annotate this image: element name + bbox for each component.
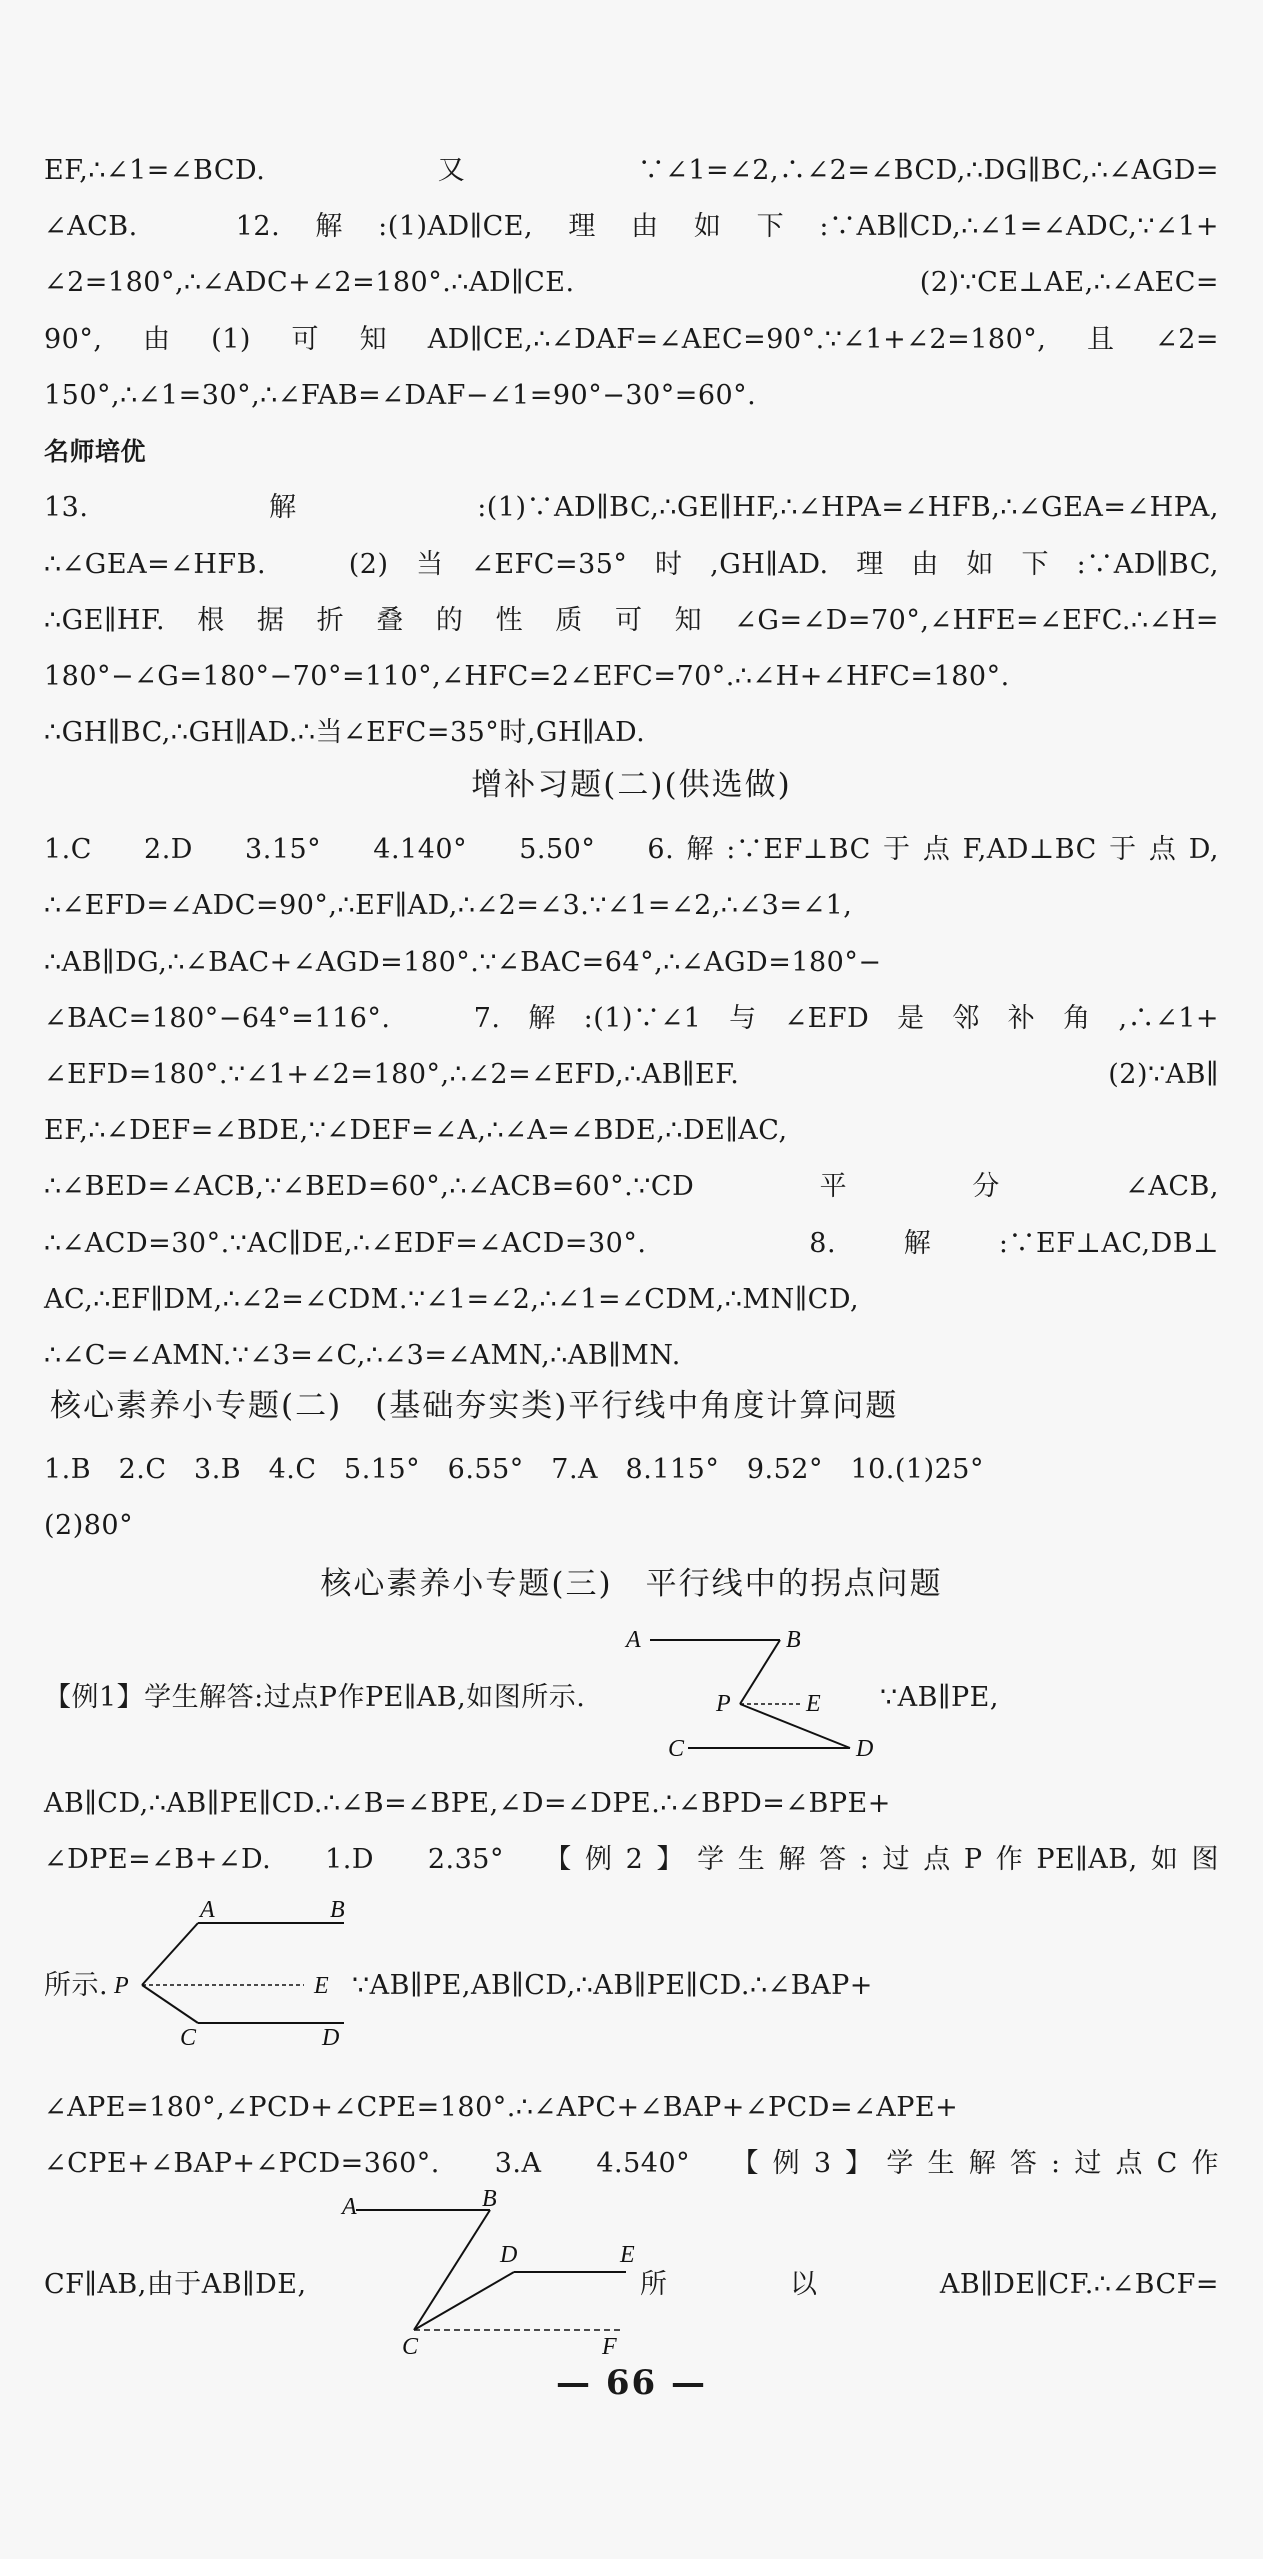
label-D: D — [322, 2025, 340, 2045]
text-line: ∵AB∥PE,AB∥CD,∴AB∥PE∥CD.∴∠BAP+ — [352, 1970, 873, 2001]
text-line: CF∥AB,由于AB∥DE, — [44, 2269, 307, 2300]
label-A: A — [200, 1897, 215, 1923]
text-line: 90°,由(1)可知AD∥CE,∴∠DAF=∠AEC=90°.∵∠1+∠2=180°,且∠2= — [44, 324, 1219, 355]
text-line: ∠2=180°,∴∠ADC+∠2=180°.∴AD∥CE. (2)∵CE⊥AE,∴∠AEC= — [44, 267, 1219, 298]
text-line: ∠APE=180°,∠PCD+∠CPE=180°.∴∠APC+∠BAP+∠PCD=∠APE+ — [44, 2092, 959, 2123]
text-line: 1.C 2.D 3.15° 4.140° 5.50° 6.解:∵EF⊥BC于点F,AD⊥BC于点D, — [44, 834, 1219, 865]
text-line: ∴∠EFD=∠ADC=90°,∴EF∥AD,∴∠2=∠3.∵∠1=∠2,∴∠3=∠1, — [44, 890, 853, 921]
text-line: ∵AB∥PE, — [880, 1682, 999, 1713]
diagram-example-3 — [330, 2190, 660, 2360]
label-E: E — [806, 1691, 821, 1717]
text-line: EF,∴∠DEF=∠BDE,∵∠DEF=∠A,∴∠A=∠BDE,∴DE∥AC, — [44, 1115, 788, 1146]
text-line: ∴GH∥BC,∴GH∥AD.∴当∠EFC=35°时,GH∥AD. — [44, 717, 646, 748]
text-line: ∴∠ACD=30°.∵AC∥DE,∴∠EDF=∠ACD=30°. 8.解:∵EF⊥AC,DB⊥ — [44, 1228, 1219, 1259]
text-line: AB∥CD,∴AB∥PE∥CD.∴∠B=∠BPE,∠D=∠DPE.∴∠BPD=∠BPE+ — [44, 1788, 891, 1819]
text-line: ∠ACB. 12.解:(1)AD∥CE,理由如下:∵AB∥CD,∴∠1=∠ADC,∵∠1+ — [44, 211, 1219, 242]
label-C: C — [668, 1736, 685, 1762]
text-line: 所以AB∥DE∥CF.∴∠BCF= — [640, 2269, 1219, 2300]
diagram-example-2 — [104, 1895, 364, 2045]
section-heading: 增补习题(二)(供选做) — [471, 767, 792, 803]
label-A: A — [626, 1627, 641, 1653]
label-C: C — [402, 2334, 419, 2360]
label-D: D — [856, 1736, 874, 1762]
section-heading: 核心素养小专题(二) (基础夯实类)平行线中角度计算问题 — [50, 1388, 899, 1424]
label-P: P — [716, 1691, 731, 1717]
text-line: 180°−∠G=180°−70°=110°,∠HFC=2∠EFC=70°.∴∠H+∠HFC=180°. — [44, 661, 1010, 692]
subheading: 名师培优 — [44, 437, 147, 466]
text-line: 150°,∴∠1=30°,∴∠FAB=∠DAF−∠1=90°−30°=60°. — [44, 380, 757, 411]
label-P: P — [114, 1973, 129, 1999]
label-B: B — [330, 1897, 345, 1923]
text-line: 【例1】学生解答:过点P作PE∥AB,如图所示. — [44, 1682, 586, 1713]
label-E: E — [620, 2242, 635, 2268]
section-heading: 核心素养小专题(三) 平行线中的拐点问题 — [320, 1566, 943, 1602]
label-C: C — [180, 2025, 197, 2045]
label-B: B — [786, 1627, 801, 1653]
text-line: ∴∠C=∠AMN.∵∠3=∠C,∴∠3=∠AMN,∴AB∥MN. — [44, 1340, 681, 1371]
text-line: ∠CPE+∠BAP+∠PCD=360°. 3.A 4.540° 【例3】学生解答:过点C作 — [44, 2148, 1219, 2179]
text-line: 13.解:(1)∵AD∥BC,∴GE∥HF,∴∠HPA=∠HFB,∴∠GEA=∠HPA, — [44, 492, 1219, 523]
text-line: ∴∠GEA=∠HFB. (2)当∠EFC=35°时,GH∥AD.理由如下:∵AD∥BC, — [44, 549, 1219, 580]
text-line: ∴GE∥HF.根据折叠的性质可知∠G=∠D=70°,∠HFE=∠EFC.∴∠H= — [44, 605, 1219, 636]
diagram-example-1 — [600, 1620, 880, 1770]
label-F: F — [602, 2334, 617, 2360]
text-line: AC,∴EF∥DM,∴∠2=∠CDM.∵∠1=∠2,∴∠1=∠CDM,∴MN∥CD, — [44, 1284, 860, 1315]
text-line: (2)80° — [44, 1510, 134, 1541]
text-line: ∠EFD=180°.∵∠1+∠2=180°,∴∠2=∠EFD,∴AB∥EF. (2)∵AB∥ — [44, 1059, 1219, 1090]
text-line: ∴AB∥DG,∴∠BAC+∠AGD=180°.∵∠BAC=64°,∴∠AGD=180°− — [44, 947, 882, 978]
text-line: 1.B 2.C 3.B 4.C 5.15° 6.55° 7.A 8.115° 9.52° 10.(1)25° — [44, 1454, 984, 1485]
text-line: 所示. — [44, 1970, 109, 2001]
text-line: ∠DPE=∠B+∠D. 1.D 2.35° 【例2】学生解答:过点P作PE∥AB,如图 — [44, 1844, 1219, 1875]
text-line: ∴∠BED=∠ACB,∵∠BED=60°,∴∠ACB=60°.∵CD平分∠ACB, — [44, 1171, 1219, 1202]
text-line: ∠BAC=180°−64°=116°. 7.解:(1)∵∠1与∠EFD是邻补角,∴∠1+ — [44, 1003, 1219, 1034]
page-number: — 66 — — [556, 2363, 707, 2403]
text-line: EF,∴∠1=∠BCD.又∵∠1=∠2,∴∠2=∠BCD,∴DG∥BC,∴∠AGD= — [44, 155, 1219, 186]
label-E: E — [314, 1973, 329, 1999]
label-A: A — [342, 2194, 357, 2220]
label-D: D — [500, 2242, 518, 2268]
label-B: B — [482, 2190, 497, 2212]
